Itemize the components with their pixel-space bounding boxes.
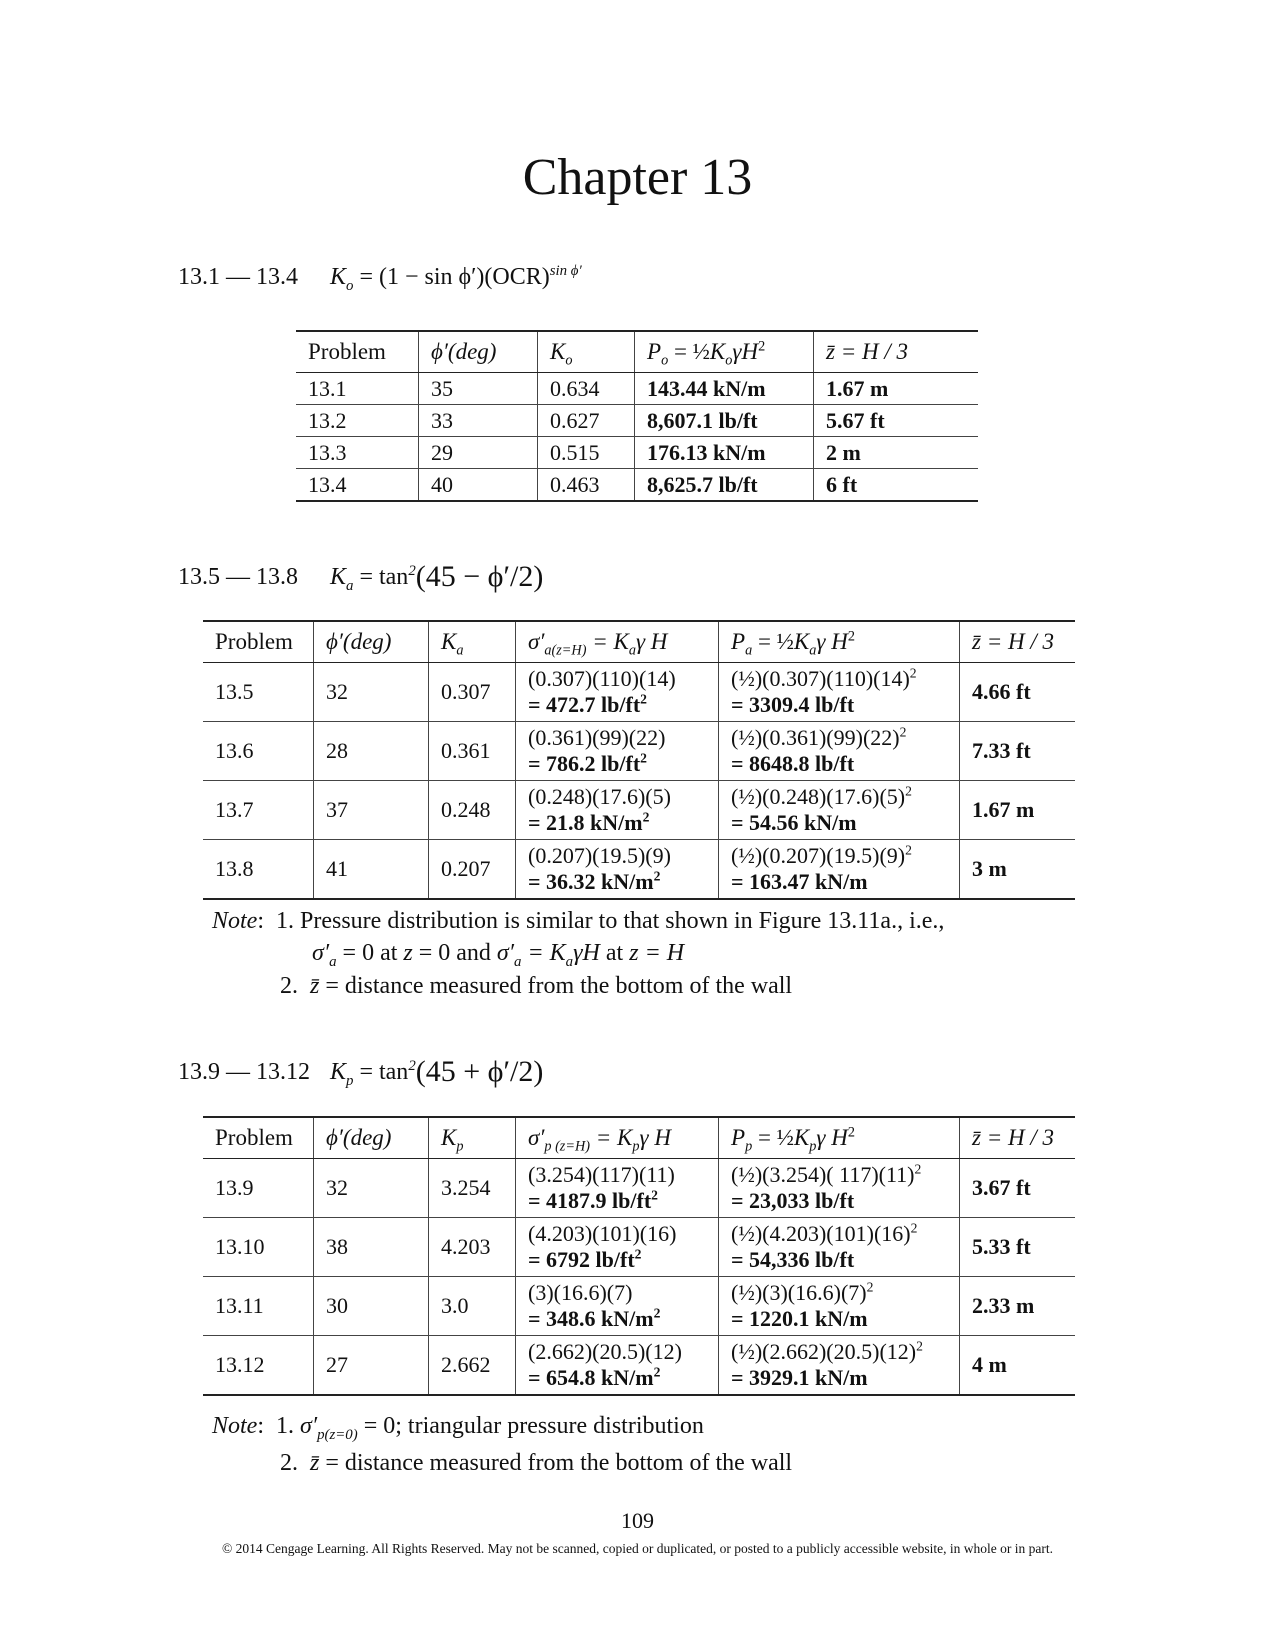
cell-pa: $(\frac{1}{2})(0.207)(19.5)(9)^2$ = 163.47 kN/m — [719, 840, 960, 900]
cell-phi: 28 — [314, 722, 429, 781]
cell-zbar: 1.67 m — [814, 373, 979, 405]
header-sigma: $\sigma'_{p (z=H)} = K_p\gamma$ H — [516, 1117, 719, 1159]
table-row — [203, 1218, 1075, 1277]
cell-zbar: 2.33 m — [960, 1277, 1076, 1336]
cell-pp: $(\frac{1}{2})(4.203)(101)(16)^2$ = 54,336 lb/ft — [719, 1218, 960, 1277]
table-row — [296, 469, 978, 502]
header-zbar: z̄ = H / 3 — [960, 621, 1076, 663]
range-dash: — — [226, 564, 250, 590]
header-problem: Problem — [296, 331, 419, 373]
chapter-title: Chapter 13 — [522, 149, 753, 206]
cell-sigma: (2.662)(20.5)(12) = 654.8 $kN/m^2$ — [516, 1336, 719, 1396]
range-end: 13.8 — [256, 564, 298, 590]
header-problem: Problem — [203, 1117, 314, 1159]
cell-phi: 33 — [419, 405, 538, 437]
cell-ko: 0.634 — [538, 373, 635, 405]
cell-phi: 32 — [314, 663, 429, 722]
table-at-rest-pressure — [296, 330, 978, 502]
range-start: 13.5 — [178, 564, 220, 590]
table-row — [203, 781, 1075, 840]
range-start: 13.1 — [178, 264, 220, 290]
cell-phi: 37 — [314, 781, 429, 840]
note-active-1: Note: 1. Pressure distribution is similar to that shown in Figure 13.11a., i.e., — [212, 908, 945, 934]
header-pp: $P_p$ = $\frac{1}{2}K_p\gamma$ $H^2$ — [719, 1117, 960, 1159]
note-passive-2: 2. z̄ = distance measured from the bottom of the wall — [280, 1450, 793, 1476]
cell-zbar: 2 m — [814, 437, 979, 469]
page-number: 109 — [621, 1508, 654, 1533]
table-header-row — [203, 1117, 1075, 1159]
cell-pp: (½)(3.254)( $117)(11)^2$ = 23,033 lb/ft — [719, 1159, 960, 1218]
cell-po: 176.13 kN/m — [635, 437, 814, 469]
cell-problem: 13.9 — [203, 1159, 314, 1218]
cell-sigma: (0.361)(99)(22) = 786.2 $lb/ft^2$ — [516, 722, 719, 781]
cell-po: 143.44 kN/m — [635, 373, 814, 405]
section-heading-13-9 — [178, 1055, 543, 1089]
cell-phi: 38 — [314, 1218, 429, 1277]
header-phi: ϕ′(deg) — [419, 331, 538, 373]
section-heading-13-5 — [178, 560, 543, 594]
cell-sigma: (4.203)(101)(16) = 6792 $lb/ft^2$ — [516, 1218, 719, 1277]
cell-problem: 13.12 — [215, 1352, 265, 1377]
table-row — [203, 1277, 1075, 1336]
cell-phi: 30 — [314, 1277, 429, 1336]
table-row — [203, 722, 1075, 781]
note-active-1b: $\sigma'_a = 0$ at z = 0 and $\sigma'_a = K_a\gamma H$ at z = H — [312, 940, 685, 970]
cell-po: 8,607.1 lb/ft — [635, 405, 814, 437]
cell-zbar: 5.67 ft — [814, 405, 979, 437]
header-sigma: $\sigma'_{a(z=H)} = K_a\gamma$ H — [516, 621, 719, 663]
cell-zbar: 6 ft — [814, 469, 979, 502]
cell-ko: 0.515 — [538, 437, 635, 469]
cell-kp: 3.0 — [429, 1277, 516, 1336]
formula-kp: $K_p = \tan^2(45 + \phi'/2)$ — [330, 1055, 544, 1089]
cell-pp: $(\frac{1}{2})(2.662)(20.5)(12)^2$ = 3929.1 kN/m — [719, 1336, 960, 1396]
table-row — [296, 405, 978, 437]
cell-phi: 27 — [314, 1336, 429, 1396]
cell-zbar: 7.33 ft — [960, 722, 1076, 781]
cell-ka: 0.248 — [429, 781, 516, 840]
cell-zbar: 3 m — [960, 840, 1076, 900]
table-row — [203, 840, 1075, 900]
range-start: 13.9 — [178, 1059, 220, 1085]
cell-po: 8,625.7 lb/ft — [635, 469, 814, 502]
cell-ko: 0.627 — [538, 405, 635, 437]
cell-kp: 2.662 — [429, 1336, 516, 1396]
copyright-notice: © 2014 Cengage Learning. All Rights Reserved. May not be scanned, copied or duplicated, or posted to a publicly accessible website, in whole or in part. — [222, 1541, 1053, 1556]
cell-problem: 13.11 — [203, 1277, 314, 1336]
cell-ko: 0.463 — [538, 469, 635, 502]
table-row — [203, 1336, 1075, 1396]
cell-ka: 0.207 — [429, 840, 516, 900]
cell-problem: 13.5 — [203, 663, 314, 722]
cell-kp: 3.254 — [429, 1159, 516, 1218]
note-passive-1: Note: 1. $\sigma'_{p(z=0)} = 0$; triangular pressure distribution — [212, 1413, 704, 1443]
header-kp: $K_p$ — [429, 1117, 516, 1159]
cell-phi: 40 — [419, 469, 538, 502]
header-problem: Problem — [203, 621, 314, 663]
table-row — [296, 373, 978, 405]
section-heading-13-1 — [178, 263, 582, 294]
table-active-pressure — [203, 620, 1075, 900]
cell-zbar: 1.67 m — [960, 781, 1076, 840]
cell-pa: $(\frac{1}{2})(0.248)(17.6)(5)^2$ = 54.56 kN/m — [719, 781, 960, 840]
range-dash: — — [226, 264, 250, 290]
table-header-row — [296, 331, 978, 373]
cell-zbar: 4 m — [960, 1336, 1076, 1396]
header-phi: ϕ′(deg) — [314, 1117, 429, 1159]
cell-zbar: 4.66 ft — [960, 663, 1076, 722]
header-ko: $K_o$ — [538, 331, 635, 373]
cell-zbar: 5.33 ft — [960, 1218, 1076, 1277]
cell-problem: 13.3 — [296, 437, 419, 469]
cell-problem: 13.6 — [203, 722, 314, 781]
formula-ka: $K_a = \tan^2(45 - \phi'/2)$ — [330, 560, 544, 594]
header-po: $P_o$ = $\frac{1}{2}K_o\gamma H^2$ — [635, 331, 814, 373]
header-phi: ϕ′(deg) — [314, 621, 429, 663]
cell-kp: 4.203 — [429, 1218, 516, 1277]
header-pa: $P_a$ = $\frac{1}{2}K_a\gamma$ $H^2$ — [719, 621, 960, 663]
table-row — [203, 1159, 1075, 1218]
note-active-2: 2. z̄ = distance measured from the bottom of the wall — [280, 973, 793, 999]
cell-pp: $(\frac{1}{2})(3)(16.6)(7)^2$ = 1220.1 kN/m — [719, 1277, 960, 1336]
cell-sigma: (3.254)(117)(11) = 4187.9 $lb/ft^2$ — [516, 1159, 719, 1218]
cell-problem: 13.2 — [296, 405, 419, 437]
table-row — [203, 663, 1075, 722]
cell-sigma: (3)(16.6)(7) = 348.6 $kN/m^2$ — [516, 1277, 719, 1336]
range-end: 13.4 — [256, 264, 298, 290]
cell-problem: 13.7 — [203, 781, 314, 840]
header-zbar: z̄ = H / 3 — [960, 1117, 1076, 1159]
formula-ko: $K_o = (1 - \sin \phi')(OCR)^{sin \phi'}$ — [330, 263, 582, 294]
range-dash: — — [226, 1059, 250, 1085]
cell-pa: $(\frac{1}{2})(0.361)(99)(22)^2$ = 8648.8 lb/ft — [719, 722, 960, 781]
range-end: 13.12 — [256, 1059, 310, 1085]
cell-sigma: (0.248)(17.6)(5) = 21.8 $kN/m^2$ — [516, 781, 719, 840]
cell-phi: 35 — [419, 373, 538, 405]
cell-sigma: (0.307)(110)(14) = 472.7 $lb/ft^2$ — [516, 663, 719, 722]
header-zbar: z̄ = H / 3 — [814, 331, 979, 373]
header-ka: $K_a$ — [429, 621, 516, 663]
table-passive-pressure — [203, 1116, 1075, 1396]
table-row — [296, 437, 978, 469]
cell-sigma: (0.207)(19.5)(9) = 36.32 $kN/m^2$ — [516, 840, 719, 900]
cell-problem: 13.10 — [203, 1218, 314, 1277]
cell-ka: 0.307 — [429, 663, 516, 722]
cell-phi: 29 — [419, 437, 538, 469]
cell-phi: 32 — [314, 1159, 429, 1218]
cell-pa: $(\frac{1}{2})(0.307)(110)(14)^2$ = 3309.4 lb/ft — [719, 663, 960, 722]
cell-ka: 0.361 — [429, 722, 516, 781]
cell-problem: 13.8 — [215, 856, 254, 881]
cell-phi: 41 — [314, 840, 429, 900]
table-header-row — [203, 621, 1075, 663]
cell-zbar: 3.67 ft — [960, 1159, 1076, 1218]
cell-problem: 13.1 — [296, 373, 419, 405]
cell-problem: 13.4 — [308, 471, 347, 497]
